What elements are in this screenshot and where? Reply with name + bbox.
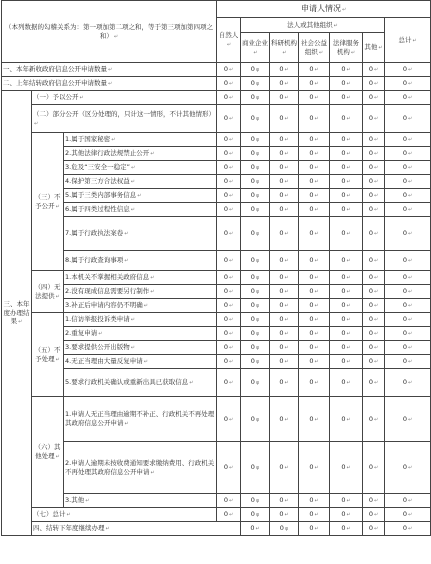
row-label: 四、结转下年度继续办理↵ [32,522,241,536]
data-cell: 0↵ [330,105,363,133]
data-cell: 0↵ [270,63,299,77]
group3-label: （三）不予公开↵ [32,133,64,271]
data-cell: 0↵ [299,299,330,313]
row-label: 7.属于行政执法案卷↵ [64,217,217,251]
data-cell: 0↵ [363,313,385,327]
data-cell: 0φ [241,327,270,341]
data-cell: 0↵ [385,161,431,175]
table-row [2,105,431,133]
row-label: 2.申请人逾期未按收费通知要求缴纳费用、行政机关不再处理其政府信息公开申请↵ [64,442,217,494]
table-row [2,327,431,341]
data-cell: 0↵ [299,369,330,397]
data-cell: 0↵ [270,217,299,251]
data-cell: 0↵ [385,63,431,77]
data-cell: 0↵ [330,189,363,203]
row-label: 3.要求提供公开出版物↵ [64,341,217,355]
data-cell: 0↵ [217,369,241,397]
data-cell: 0↵ [363,133,385,147]
data-cell: 0↵ [385,397,431,442]
data-cell: 0φ [241,91,270,105]
data-cell: 0↵ [330,161,363,175]
data-cell: 0↵ [299,327,330,341]
data-cell: 0↵ [330,327,363,341]
data-cell: 0↵ [270,397,299,442]
data-cell: 0↵ [299,397,330,442]
data-cell: 0↵ [330,63,363,77]
data-cell: 0↵ [363,189,385,203]
data-cell: 0φ [241,203,270,217]
data-cell: 0φ [241,251,270,271]
row-label: 1.信访举报投诉类申请↵ [64,313,217,327]
table-row [2,397,431,442]
data-cell: 0↵ [363,77,385,91]
data-cell: 0↵ [363,217,385,251]
data-cell: 0↵ [385,189,431,203]
row-label: 5.属于三类内部事务信息↵ [64,189,217,203]
data-cell: 0↵ [330,217,363,251]
row-label: 8.属于行政查询事项↵ [64,251,217,271]
data-cell: 0↵ [299,251,330,271]
data-cell: 0↵ [330,91,363,105]
data-cell: 0↵ [299,175,330,189]
total-header: 总计↵ [385,18,431,63]
data-cell: 0↵ [363,522,385,536]
data-cell: 0↵ [270,105,299,133]
data-cell: 0↵ [363,508,385,522]
group6-label: （六）其他处理↵ [32,397,64,508]
data-cell: 0φ [270,522,299,536]
data-cell: 0↵ [330,397,363,442]
legal-group-header: 法人或其他组织↵ [241,18,385,33]
data-cell: 0φ [241,355,270,369]
table-row [2,341,431,355]
data-cell: 0↵ [330,175,363,189]
data-cell: 0φ [241,271,270,285]
data-cell: 0φ [241,77,270,91]
table-row [2,217,431,251]
data-cell: 0φ [241,494,270,508]
data-cell: 0↵ [330,271,363,285]
row-label: （七）总计↵ [32,508,217,522]
data-cell: 0↵ [363,161,385,175]
data-cell: 0φ [241,313,270,327]
table-row [2,508,431,522]
data-cell: 0↵ [385,105,431,133]
data-cell: 0φ [241,299,270,313]
data-cell: 0↵ [270,203,299,217]
data-cell: 0↵ [270,77,299,91]
table-row [2,91,431,105]
data-cell: 0↵ [385,494,431,508]
data-cell: 0↵ [363,285,385,299]
table-row [2,494,431,508]
data-cell: 0↵ [217,299,241,313]
data-cell: 0↵ [363,251,385,271]
data-cell: 0↵ [299,522,330,536]
data-cell: 0↵ [270,189,299,203]
row-label: 6.属于四类过程性信息↵ [64,203,217,217]
data-cell: 0↵ [363,175,385,189]
data-cell: 0↵ [299,203,330,217]
data-cell: 0↵ [217,442,241,494]
table-intro: （本列数据的勾稽关系为：第一项加第二项之和，等于第三项加第四项之和）↵ [2,1,217,63]
data-cell: 0↵ [217,147,241,161]
data-cell: 0↵ [241,522,270,536]
row-label: 一、本年新收政府信息公开申请数量↵ [2,63,217,77]
data-cell: 0φ [241,397,270,442]
data-cell: 0↵ [330,203,363,217]
data-cell: 0↵ [385,251,431,271]
data-cell: 0↵ [299,147,330,161]
data-cell: 0↵ [363,341,385,355]
data-cell: 0↵ [299,161,330,175]
row-label: （一）予以公开↵ [32,91,217,105]
section3-label: 三、本年度办理结果↵ [2,91,32,536]
row-label: 5.要求行政机关确认或重新出具已获取信息↵ [64,369,217,397]
data-cell: 0↵ [270,251,299,271]
data-cell: 0↵ [217,341,241,355]
data-cell: 0↵ [217,271,241,285]
data-cell: 0↵ [385,522,431,536]
data-cell: 0↵ [217,91,241,105]
table-row [2,77,431,91]
data-cell: 0↵ [270,91,299,105]
data-cell: 0↵ [299,133,330,147]
natural-person-header: 自然人↵ [217,18,241,63]
row-label: 3.其他↵ [64,494,217,508]
table-row [2,285,431,299]
data-cell: 0↵ [385,271,431,285]
data-cell: 0↵ [385,327,431,341]
data-cell: 0↵ [217,508,241,522]
data-cell: 0↵ [299,91,330,105]
row-label: （二）部分公开（区分处理的，只计这一情形，不计其他情形）↵ [32,105,217,133]
data-cell: 0φ [241,217,270,251]
data-cell: 0φ [241,189,270,203]
data-cell: 0↵ [270,175,299,189]
data-cell: 0↵ [330,341,363,355]
data-cell: 0↵ [217,175,241,189]
data-cell: 0φ [241,161,270,175]
data-cell: 0↵ [299,355,330,369]
data-cell: 0↵ [363,494,385,508]
data-cell: 0↵ [217,63,241,77]
data-cell: 0↵ [385,442,431,494]
data-cell: 0↵ [217,161,241,175]
data-cell: 0↵ [385,341,431,355]
table-row [2,161,431,175]
data-cell: 0↵ [299,313,330,327]
data-cell: 0↵ [217,77,241,91]
data-cell: 0↵ [270,299,299,313]
table-row [2,251,431,271]
data-cell: 0↵ [330,522,363,536]
data-cell: 0↵ [330,369,363,397]
data-cell: 0↵ [363,63,385,77]
data-cell: 0↵ [299,508,330,522]
row-label: 1.属于国家秘密↵ [64,133,217,147]
row-label: 3.补正后申请内容仍不明确↵ [64,299,217,313]
data-cell: 0↵ [299,341,330,355]
data-cell: 0↵ [385,508,431,522]
data-cell: 0↵ [385,285,431,299]
data-cell: 0↵ [385,147,431,161]
data-cell: 0↵ [363,355,385,369]
data-cell: 0↵ [385,369,431,397]
data-cell: 0↵ [270,442,299,494]
data-cell: 0↵ [299,63,330,77]
data-cell: 0↵ [363,442,385,494]
col-public-welfare-org: 社会公益组织↵ [299,33,330,63]
table-row [2,147,431,161]
table-row [2,313,431,327]
table-row [2,442,431,494]
data-cell: 0↵ [385,91,431,105]
col-research-institution: 科研机构↵ [270,33,299,63]
data-cell: 0↵ [330,508,363,522]
table-row [2,175,431,189]
data-cell: 0↵ [385,313,431,327]
data-cell: 0↵ [363,91,385,105]
data-cell: 0↵ [330,147,363,161]
data-cell: 0φ [241,369,270,397]
table-row [2,369,431,397]
data-cell: 0↵ [270,494,299,508]
table-row [2,271,431,285]
data-cell: 0↵ [217,217,241,251]
data-cell: 0↵ [385,203,431,217]
data-cell: 0↵ [385,175,431,189]
data-cell: 0↵ [217,251,241,271]
data-cell: 0↵ [270,369,299,397]
data-cell: 0↵ [330,285,363,299]
data-cell: 0↵ [385,355,431,369]
data-cell: 0φ [241,63,270,77]
data-cell: 0φ [241,105,270,133]
data-cell: 0↵ [330,355,363,369]
data-cell: 0↵ [330,133,363,147]
data-cell: 0↵ [330,77,363,91]
group5-label: （五）不予处理↵ [32,313,64,397]
data-cell: 0↵ [385,77,431,91]
data-cell: 0↵ [363,327,385,341]
data-cell: 0↵ [330,299,363,313]
data-cell: 0↵ [217,189,241,203]
data-cell: 0↵ [299,494,330,508]
data-cell: 0↵ [270,508,299,522]
data-cell: 0↵ [217,203,241,217]
data-cell: 0↵ [217,397,241,442]
data-cell: 0↵ [217,133,241,147]
statistics-table [1,0,431,536]
data-cell: 0↵ [217,313,241,327]
data-cell: 0↵ [299,189,330,203]
row-label: 2.重复申请↵ [64,327,217,341]
data-cell: 0↵ [299,77,330,91]
data-cell: 0↵ [270,161,299,175]
table-row [2,522,431,536]
table-row [2,63,431,77]
data-cell: 0↵ [363,369,385,397]
table-row [2,355,431,369]
data-cell: 0φ [241,285,270,299]
data-cell: 0↵ [270,271,299,285]
data-cell: 0↵ [270,313,299,327]
data-cell: 0↵ [363,105,385,133]
row-label: 4.保护第三方合法权益↵ [64,175,217,189]
data-cell: 0↵ [363,147,385,161]
applicant-situation-header: 申请人情况↵ [217,1,431,18]
data-cell: 0↵ [330,313,363,327]
row-label: 1.本机关不掌握相关政府信息↵ [64,271,217,285]
table-row [2,203,431,217]
table-row [2,189,431,203]
data-cell: 0↵ [363,203,385,217]
data-cell: 0φ [241,508,270,522]
data-cell: 0↵ [385,217,431,251]
data-cell: 0↵ [270,147,299,161]
data-cell: 0↵ [363,271,385,285]
data-cell: 0φ [241,133,270,147]
row-label: 4.无正当理由大量反复申请↵ [64,355,217,369]
col-legal-service-org: 法律服务机构↵ [330,33,363,63]
row-label: 1.申请人无正当理由逾期不补正、行政机关不再处理其政府信息公开申请↵ [64,397,217,442]
data-cell: 0↵ [270,327,299,341]
data-cell: 0↵ [363,397,385,442]
data-cell: 0φ [241,442,270,494]
row-label: 3.危及“三安全一稳定”↵ [64,161,217,175]
data-cell: 0↵ [270,133,299,147]
data-cell: 0↵ [299,105,330,133]
data-cell: 0↵ [270,285,299,299]
data-cell: 0φ [241,341,270,355]
data-cell: 0↵ [330,442,363,494]
data-cell: 0↵ [299,271,330,285]
data-cell: 0φ [241,147,270,161]
col-business-enterprise: 商业企业↵ [241,33,270,63]
row-label: 二、上年结转政府信息公开申请数量↵ [2,77,217,91]
group4-label: （四）无法提供↵ [32,271,64,313]
data-cell: 0↵ [330,494,363,508]
data-cell: 0↵ [363,299,385,313]
data-cell: 0↵ [217,327,241,341]
data-cell: 0↵ [217,105,241,133]
data-cell: 0φ [241,175,270,189]
data-cell: 0↵ [385,133,431,147]
row-label: 2.其他法律行政法规禁止公开↵ [64,147,217,161]
data-cell: 0↵ [217,494,241,508]
data-cell: 0↵ [385,299,431,313]
data-cell: 0↵ [330,251,363,271]
data-cell: 0↵ [270,355,299,369]
data-cell: 0↵ [299,217,330,251]
col-other: 其他↵ [363,33,385,63]
data-cell: 0↵ [217,355,241,369]
data-cell: 0↵ [299,442,330,494]
data-cell: 0↵ [270,341,299,355]
data-cell: 0↵ [217,285,241,299]
table-row [2,133,431,147]
row-label: 2.没有现成信息需要另行制作↵ [64,285,217,299]
table-row [2,299,431,313]
data-cell: 0↵ [299,285,330,299]
